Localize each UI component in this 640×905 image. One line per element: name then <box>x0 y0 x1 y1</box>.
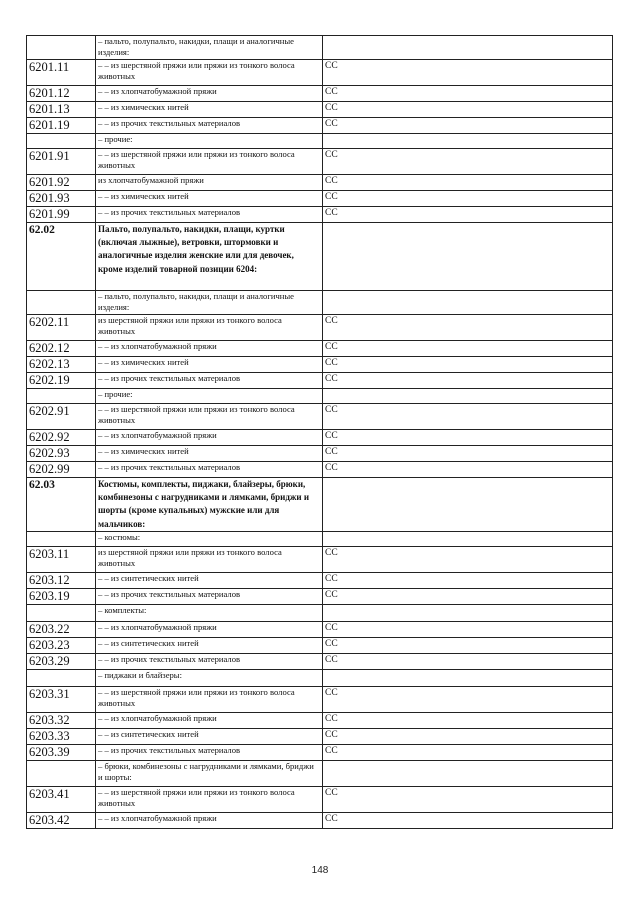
tariff-code-cell: 6202.93 <box>27 446 96 462</box>
tariff-code-cell: 6203.32 <box>27 713 96 729</box>
tariff-code-cell: 6201.91 <box>27 149 96 175</box>
description-cell: – – из шерстяной пряжи или пряжи из тонкого волоса животных <box>96 687 323 713</box>
description-cell: – – из хлопчатобумажной пряжи <box>96 430 323 446</box>
table-row <box>27 207 613 223</box>
description-cell: – – из хлопчатобумажной пряжи <box>96 622 323 638</box>
description-cell: из шерстяной пряжи или пряжи из тонкого волоса животных <box>96 315 323 341</box>
tariff-code-cell: 6201.93 <box>27 191 96 207</box>
document-type-cell: СС <box>323 787 613 813</box>
tariff-code-cell: 6203.31 <box>27 687 96 713</box>
table-row <box>27 341 613 357</box>
tariff-code-cell <box>27 605 96 622</box>
document-type-cell: СС <box>323 622 613 638</box>
table-row <box>27 149 613 175</box>
document-type-cell: СС <box>323 175 613 191</box>
tariff-code-cell: 6203.23 <box>27 638 96 654</box>
document-type-cell <box>323 291 613 315</box>
description-cell: – пальто, полупальто, накидки, плащи и аналогичные изделия: <box>96 36 323 60</box>
table-row <box>27 589 613 605</box>
table-row <box>27 573 613 589</box>
document-type-cell: СС <box>323 207 613 223</box>
document-type-cell <box>323 389 613 404</box>
tariff-code-cell <box>27 670 96 687</box>
table-row <box>27 787 613 813</box>
tariff-code-cell: 6201.11 <box>27 60 96 86</box>
heading-row <box>27 478 613 532</box>
document-type-cell: СС <box>323 547 613 573</box>
table-row <box>27 175 613 191</box>
table-row <box>27 86 613 102</box>
document-type-cell: СС <box>323 638 613 654</box>
description-cell: – – из хлопчатобумажной пряжи <box>96 713 323 729</box>
tariff-code-cell: 6203.42 <box>27 813 96 829</box>
description-cell: – – из синтетических нитей <box>96 573 323 589</box>
table-row <box>27 102 613 118</box>
table-row <box>27 404 613 430</box>
description-cell: из хлопчатобумажной пряжи <box>96 175 323 191</box>
document-type-cell: СС <box>323 729 613 745</box>
table-row <box>27 462 613 478</box>
description-cell: – пиджаки и блайзеры: <box>96 670 323 687</box>
description-cell: – прочие: <box>96 389 323 404</box>
document-type-cell <box>323 478 613 532</box>
tariff-table-body <box>27 36 613 829</box>
table-row <box>27 654 613 670</box>
tariff-code-cell: 6203.41 <box>27 787 96 813</box>
document-type-cell: СС <box>323 373 613 389</box>
table-row <box>27 191 613 207</box>
description-cell: – – из шерстяной пряжи или пряжи из тонкого волоса животных <box>96 60 323 86</box>
document-type-cell: СС <box>323 745 613 761</box>
tariff-code-cell: 6202.11 <box>27 315 96 341</box>
table-row <box>27 622 613 638</box>
table-row <box>27 532 613 547</box>
document-type-cell <box>323 761 613 787</box>
tariff-code-cell: 6202.13 <box>27 357 96 373</box>
document-type-cell: СС <box>323 589 613 605</box>
document-type-cell: СС <box>323 102 613 118</box>
tariff-code-cell: 6203.39 <box>27 745 96 761</box>
description-cell: – – из химических нитей <box>96 191 323 207</box>
description-cell: – – из хлопчатобумажной пряжи <box>96 813 323 829</box>
table-row <box>27 547 613 573</box>
description-cell: – – из синтетических нитей <box>96 638 323 654</box>
document-type-cell <box>323 532 613 547</box>
document-type-cell <box>323 134 613 149</box>
document-type-cell <box>323 605 613 622</box>
page-number: 148 <box>311 865 329 876</box>
tariff-code-cell: 6203.12 <box>27 573 96 589</box>
document-type-cell: СС <box>323 191 613 207</box>
tariff-code-cell: 62.02 <box>27 223 96 291</box>
tariff-code-cell <box>27 134 96 149</box>
tariff-code-cell <box>27 291 96 315</box>
description-cell: – – из хлопчатобумажной пряжи <box>96 86 323 102</box>
tariff-code-cell <box>27 36 96 60</box>
table-row <box>27 729 613 745</box>
document-type-cell: СС <box>323 654 613 670</box>
table-row <box>27 813 613 829</box>
tariff-code-cell: 6202.99 <box>27 462 96 478</box>
table-row <box>27 745 613 761</box>
table-row <box>27 357 613 373</box>
description-cell: из шерстяной пряжи или пряжи из тонкого волоса животных <box>96 547 323 573</box>
description-cell: – – из прочих текстильных материалов <box>96 207 323 223</box>
description-cell: – комплекты: <box>96 605 323 622</box>
description-cell: – – из хлопчатобумажной пряжи <box>96 341 323 357</box>
tariff-code-cell <box>27 532 96 547</box>
table-row <box>27 713 613 729</box>
description-cell: – – из прочих текстильных материалов <box>96 654 323 670</box>
description-cell: – – из химических нитей <box>96 102 323 118</box>
description-cell: Костюмы, комплекты, пиджаки, блайзеры, брюки, комбинезоны с нагрудниками и лямками, бриджи и шорты (кроме купальных) мужские или для мальчиков: <box>96 478 323 532</box>
table-row <box>27 315 613 341</box>
description-cell: – – из шерстяной пряжи или пряжи из тонкого волоса животных <box>96 149 323 175</box>
tariff-code-cell: 6203.22 <box>27 622 96 638</box>
tariff-code-cell <box>27 389 96 404</box>
description-cell: – костюмы: <box>96 532 323 547</box>
description-cell: – пальто, полупальто, накидки, плащи и аналогичные изделия: <box>96 291 323 315</box>
table-row <box>27 373 613 389</box>
document-type-cell: СС <box>323 60 613 86</box>
tariff-code-cell: 6202.91 <box>27 404 96 430</box>
document-type-cell <box>323 36 613 60</box>
table-row <box>27 638 613 654</box>
table-row <box>27 761 613 787</box>
document-type-cell: СС <box>323 357 613 373</box>
table-row <box>27 118 613 134</box>
description-cell: – – из прочих текстильных материалов <box>96 118 323 134</box>
description-cell: – – из прочих текстильных материалов <box>96 589 323 605</box>
table-row <box>27 670 613 687</box>
tariff-code-cell: 6203.29 <box>27 654 96 670</box>
document-type-cell: СС <box>323 149 613 175</box>
heading-row <box>27 223 613 291</box>
table-row <box>27 291 613 315</box>
tariff-code-cell: 6201.99 <box>27 207 96 223</box>
tariff-code-cell: 6202.12 <box>27 341 96 357</box>
description-cell: – – из шерстяной пряжи или пряжи из тонкого волоса животных <box>96 787 323 813</box>
description-cell: – – из прочих текстильных материалов <box>96 373 323 389</box>
tariff-code-cell: 6201.13 <box>27 102 96 118</box>
document-type-cell: СС <box>323 118 613 134</box>
document-type-cell: СС <box>323 713 613 729</box>
tariff-code-cell: 6202.92 <box>27 430 96 446</box>
document-type-cell: СС <box>323 341 613 357</box>
description-cell: – – из синтетических нитей <box>96 729 323 745</box>
document-type-cell: СС <box>323 430 613 446</box>
tariff-code-cell: 62.03 <box>27 478 96 532</box>
table-row <box>27 446 613 462</box>
tariff-code-cell: 6201.19 <box>27 118 96 134</box>
document-type-cell: СС <box>323 404 613 430</box>
description-cell: – – из химических нитей <box>96 446 323 462</box>
table-row <box>27 134 613 149</box>
tariff-table <box>26 35 613 829</box>
description-cell: Пальто, полупальто, накидки, плащи, куртки (включая лыжные), ветровки, штормовки и аналогичные изделия женские или для девочек, кроме изделий товарной позиции 6204: <box>96 223 323 291</box>
document-type-cell: СС <box>323 687 613 713</box>
table-row <box>27 60 613 86</box>
description-cell: – – из прочих текстильных материалов <box>96 745 323 761</box>
description-cell: – – из шерстяной пряжи или пряжи из тонкого волоса животных <box>96 404 323 430</box>
document-type-cell <box>323 670 613 687</box>
document-type-cell: СС <box>323 315 613 341</box>
document-type-cell: СС <box>323 462 613 478</box>
description-cell: – – из прочих текстильных материалов <box>96 462 323 478</box>
document-type-cell: СС <box>323 446 613 462</box>
tariff-code-cell <box>27 761 96 787</box>
tariff-code-cell: 6201.12 <box>27 86 96 102</box>
document-type-cell <box>323 223 613 291</box>
document-type-cell: СС <box>323 573 613 589</box>
document-type-cell: СС <box>323 86 613 102</box>
description-cell: – прочие: <box>96 134 323 149</box>
table-row <box>27 36 613 60</box>
table-row <box>27 430 613 446</box>
tariff-code-cell: 6203.33 <box>27 729 96 745</box>
tariff-code-cell: 6201.92 <box>27 175 96 191</box>
document-type-cell: СС <box>323 813 613 829</box>
description-cell: – – из химических нитей <box>96 357 323 373</box>
table-row <box>27 687 613 713</box>
tariff-code-cell: 6202.19 <box>27 373 96 389</box>
table-row <box>27 605 613 622</box>
tariff-code-cell: 6203.11 <box>27 547 96 573</box>
table-row <box>27 389 613 404</box>
tariff-code-cell: 6203.19 <box>27 589 96 605</box>
description-cell: – брюки, комбинезоны с нагрудниками и лямками, бриджи и шорты: <box>96 761 323 787</box>
